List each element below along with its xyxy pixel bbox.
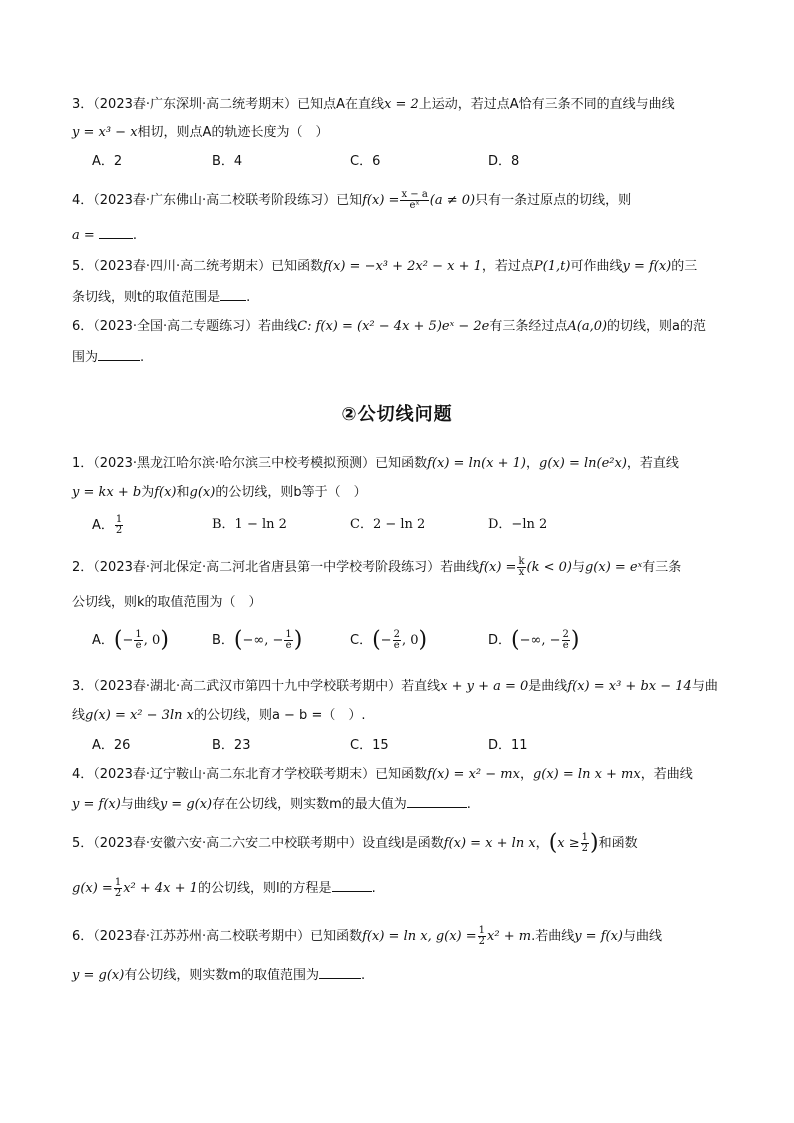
question-b2-text: 与 <box>571 560 585 575</box>
question-b3-text: 的公切线，则a − b =（ ）. <box>193 708 366 723</box>
question-b2-line2 <box>72 594 262 612</box>
question-b4-line1 <box>72 766 693 784</box>
math-expression: g(x) <box>189 485 216 500</box>
fraction-denominator: e <box>393 640 400 651</box>
math-expression: y = g(x) <box>72 968 125 983</box>
option-c: C．6 <box>350 154 381 169</box>
option-a: A．26 <box>92 738 131 753</box>
math-expression: f(x) = ln(x + 1) <box>427 456 527 471</box>
question-a6-line1 <box>72 318 706 336</box>
math-expression: x + y + a = 0 <box>440 679 529 694</box>
question-b3-line1 <box>72 678 718 696</box>
math-expression: f(x) = <box>479 560 517 575</box>
question-b5-text: 的公切线，则l的方程是 <box>197 881 332 896</box>
question-a5-text: ，若过点 <box>481 259 534 274</box>
punctuation: . <box>246 290 251 305</box>
math-expression: (k < 0) <box>526 560 572 575</box>
question-b3-text: 是曲线 <box>528 679 568 694</box>
math-expression: y = kx + b <box>72 485 142 500</box>
question-b2-text: 有三条 <box>642 560 682 575</box>
paren-open: ( <box>511 627 520 653</box>
fraction <box>581 833 589 854</box>
question-b3-text: 3．（2023春·湖北·高二武汉市第四十九中学校联考期中）若直线 <box>72 679 441 694</box>
math-expression: f(x) = −x³ + 2x² − x + 1 <box>323 259 482 274</box>
fraction-denominator: 2 <box>478 936 486 947</box>
question-a5-text: 的三 <box>671 259 698 274</box>
fraction-numerator: 2 <box>562 629 569 640</box>
fraction <box>134 630 142 651</box>
paren-close: ) <box>570 627 580 653</box>
math-expression: x² + 4x + 1 <box>123 881 198 896</box>
fraction <box>400 190 428 211</box>
fraction <box>562 630 570 651</box>
fraction <box>115 515 123 536</box>
option-c: C．2 − ln 2 <box>350 517 426 532</box>
fraction-denominator: eˣ <box>409 200 420 211</box>
fraction <box>284 630 292 651</box>
question-a5-text: 条切线，则t的取值范围是 <box>72 290 221 305</box>
math-expression: g(x) = x² − 3ln x <box>85 708 194 723</box>
paren-close: ) <box>590 830 599 856</box>
math-expression: (a ≠ 0) <box>429 193 476 208</box>
fraction-denominator: 2 <box>581 843 589 854</box>
fraction-denominator: e <box>285 640 292 651</box>
question-b4-text: 与曲线 <box>120 797 160 812</box>
punctuation: . <box>466 797 471 812</box>
paren-open: ( <box>372 627 381 653</box>
question-b5-text: 和函数 <box>598 836 638 851</box>
math-expression: f(x) = ln x, g(x) = <box>362 929 477 944</box>
punctuation: . <box>360 968 366 983</box>
math-expression: −∞, − <box>242 633 284 648</box>
question-b5-line1 <box>72 830 638 856</box>
question-b1-line2 <box>72 484 367 502</box>
question-b6-text: 与曲线 <box>623 929 663 944</box>
fraction <box>114 878 122 899</box>
question-b4-text: ，若曲线 <box>640 767 693 782</box>
math-expression: , 0 <box>401 633 419 648</box>
punctuation: ， <box>526 456 540 471</box>
question-b6-text: .若曲线 <box>531 929 575 944</box>
fraction-numerator: 1 <box>135 629 142 640</box>
question-a3-text: 3．（2023春·广东深圳·高二统考期末）已知点A在直线 <box>72 97 385 112</box>
option-d: D．8 <box>488 154 520 169</box>
question-b6-line1 <box>72 926 662 947</box>
question-b4-line2 <box>72 795 471 814</box>
answer-blank <box>319 966 361 979</box>
fraction-numerator: 1 <box>478 925 486 936</box>
fraction-numerator: 1 <box>114 877 122 888</box>
question-a5-text: 可作曲线 <box>570 259 623 274</box>
math-expression: − <box>122 633 134 648</box>
question-b5-text: 5．（2023春·安徽六安·高二六安二中校联考期中）设直线l是函数 <box>72 836 444 851</box>
question-b4-text: 存在公切线，则实数m的最大值为 <box>212 797 407 812</box>
option-label: B． <box>212 633 234 648</box>
fraction-denominator: e <box>135 640 142 651</box>
answer-blank <box>98 348 140 361</box>
math-expression: f(x) = x² − mx <box>427 767 520 782</box>
question-b3-text: 线 <box>72 708 86 723</box>
punctuation: . <box>132 228 138 243</box>
option-a: A．2 <box>92 154 123 169</box>
answer-blank <box>99 226 133 239</box>
fraction-numerator: k <box>518 556 525 567</box>
question-a6-text: 的切线，则a的范 <box>607 319 707 334</box>
question-b1-text: ，若直线 <box>626 456 679 471</box>
question-a4-text: 4．（2023春·广东佛山·高二校联考阶段练习）已知 <box>72 193 363 208</box>
question-b4-text: 4．（2023春·辽宁鞍山·高二东北育才学校联考期末）已知函数 <box>72 767 428 782</box>
option-d: D．11 <box>488 738 528 753</box>
question-b5-line2 <box>72 878 376 899</box>
question-a4-line2 <box>72 226 137 245</box>
paren-open: ( <box>548 830 558 856</box>
math-expression: y = f(x) <box>72 797 121 812</box>
math-expression: y = x³ − x <box>72 125 138 140</box>
question-a5-line1 <box>72 258 697 276</box>
answer-blank <box>332 879 372 892</box>
math-expression: g(x) = <box>72 881 113 896</box>
option-a <box>92 515 124 536</box>
punctuation: ， <box>519 767 533 782</box>
fraction-denominator: e <box>562 640 569 651</box>
math-expression: x² + m <box>487 929 532 944</box>
fraction <box>393 630 401 651</box>
fraction-denominator: 2 <box>115 525 123 536</box>
math-expression: C: f(x) = (x² − 4x + 5)eˣ − 2e <box>297 319 490 334</box>
paren-close: ) <box>418 627 428 653</box>
question-a3-line2 <box>72 124 328 142</box>
answer-blank <box>407 795 467 808</box>
math-expression: x = 2 <box>384 97 419 112</box>
math-expression: g(x) = ln x + mx <box>532 767 641 782</box>
option-label: C． <box>350 633 373 648</box>
math-expression: − <box>380 633 392 648</box>
option-c: C．15 <box>350 738 389 753</box>
option-b <box>212 627 303 653</box>
question-b6-text: 有公切线，则实数m的取值范围为 <box>124 968 319 983</box>
question-b1-text: 和 <box>176 485 190 500</box>
section-heading: ②公切线问题 <box>341 404 453 425</box>
question-a6-text: 围为 <box>72 350 99 365</box>
fraction-numerator: 1 <box>285 629 292 640</box>
question-b6-line2 <box>72 966 365 985</box>
math-expression: P(1,t) <box>533 259 571 274</box>
question-a6-text: 有三条经过点 <box>489 319 568 334</box>
option-b: B．23 <box>212 738 251 753</box>
question-a3-text: 相切，则点A的轨迹长度为（ ） <box>137 125 329 140</box>
math-expression: f(x) = x + ln x <box>443 836 536 851</box>
math-expression: y = g(x) <box>159 797 213 812</box>
paren-close: ) <box>160 627 169 653</box>
paren-open: ( <box>113 627 123 653</box>
math-expression: y = f(x) <box>622 259 672 274</box>
question-b2-text: 公切线，则k的取值范围为（ ） <box>72 595 262 610</box>
question-a5-line2 <box>72 288 250 307</box>
option-b: B．1 − ln 2 <box>212 517 287 532</box>
option-label: D． <box>488 633 512 648</box>
question-a3-line1 <box>72 96 675 114</box>
option-a <box>92 627 169 653</box>
paren-close: ) <box>293 627 303 653</box>
question-a6-line2 <box>72 348 144 367</box>
question-b3-line2 <box>72 707 365 725</box>
math-expression: g(x) = eˣ <box>584 560 643 575</box>
question-a6-text: 6．（2023·全国·高二专题练习）若曲线 <box>72 319 298 334</box>
question-a4-text: 只有一条过原点的切线，则 <box>475 193 632 208</box>
option-b: B．4 <box>212 154 243 169</box>
question-a5-text: 5．（2023春·四川·高二统考期末）已知函数 <box>72 259 324 274</box>
fraction-numerator: x − a <box>401 189 428 200</box>
fraction-numerator: 1 <box>115 514 123 525</box>
answer-blank <box>220 288 246 301</box>
question-b2-line1 <box>72 557 681 578</box>
math-expression: g(x) = ln(e²x) <box>539 456 627 471</box>
question-b1-text: 为 <box>141 485 155 500</box>
math-expression: −∞, − <box>519 633 561 648</box>
math-expression: f(x) = <box>362 193 400 208</box>
option-label: A． <box>92 518 114 533</box>
fraction <box>478 926 486 947</box>
question-b1-line1 <box>72 455 679 473</box>
question-b2-text: 2．（2023春·河北保定·高二河北省唐县第一中学校考阶段练习）若曲线 <box>72 560 480 575</box>
punctuation: ， <box>535 836 549 851</box>
punctuation: . <box>140 350 145 365</box>
math-expression: f(x) = x³ + bx − 14 <box>567 679 692 694</box>
math-expression: a = <box>72 228 99 243</box>
question-b1-text: 的公切线，则b等于（ ） <box>215 485 367 500</box>
math-expression: A(a,0) <box>567 319 608 334</box>
math-expression: , 0 <box>143 633 161 648</box>
option-d <box>488 627 580 653</box>
fraction-denominator: 2 <box>114 888 122 899</box>
question-b1-text: 1．（2023·黑龙江哈尔滨·哈尔滨三中校考模拟预测）已知函数 <box>72 456 428 471</box>
fraction-denominator: x <box>518 567 525 578</box>
math-expression: y = f(x) <box>574 929 623 944</box>
punctuation: . <box>371 881 376 896</box>
question-b6-text: 6．（2023春·江苏苏州·高二校联考期中）已知函数 <box>72 929 363 944</box>
fraction <box>517 557 525 578</box>
math-expression: x ≥ <box>557 836 580 851</box>
option-c <box>350 627 428 653</box>
question-b3-text: 与曲 <box>691 679 718 694</box>
option-label: A． <box>92 633 114 648</box>
fraction-numerator: 2 <box>393 629 400 640</box>
option-d: D．−ln 2 <box>488 517 548 532</box>
fraction-numerator: 1 <box>581 832 589 843</box>
math-expression: f(x) <box>154 485 177 500</box>
paren-open: ( <box>233 627 243 653</box>
question-a3-text: 上运动，若过点A恰有三条不同的直线与曲线 <box>418 97 675 112</box>
question-a4-line1 <box>72 190 631 211</box>
